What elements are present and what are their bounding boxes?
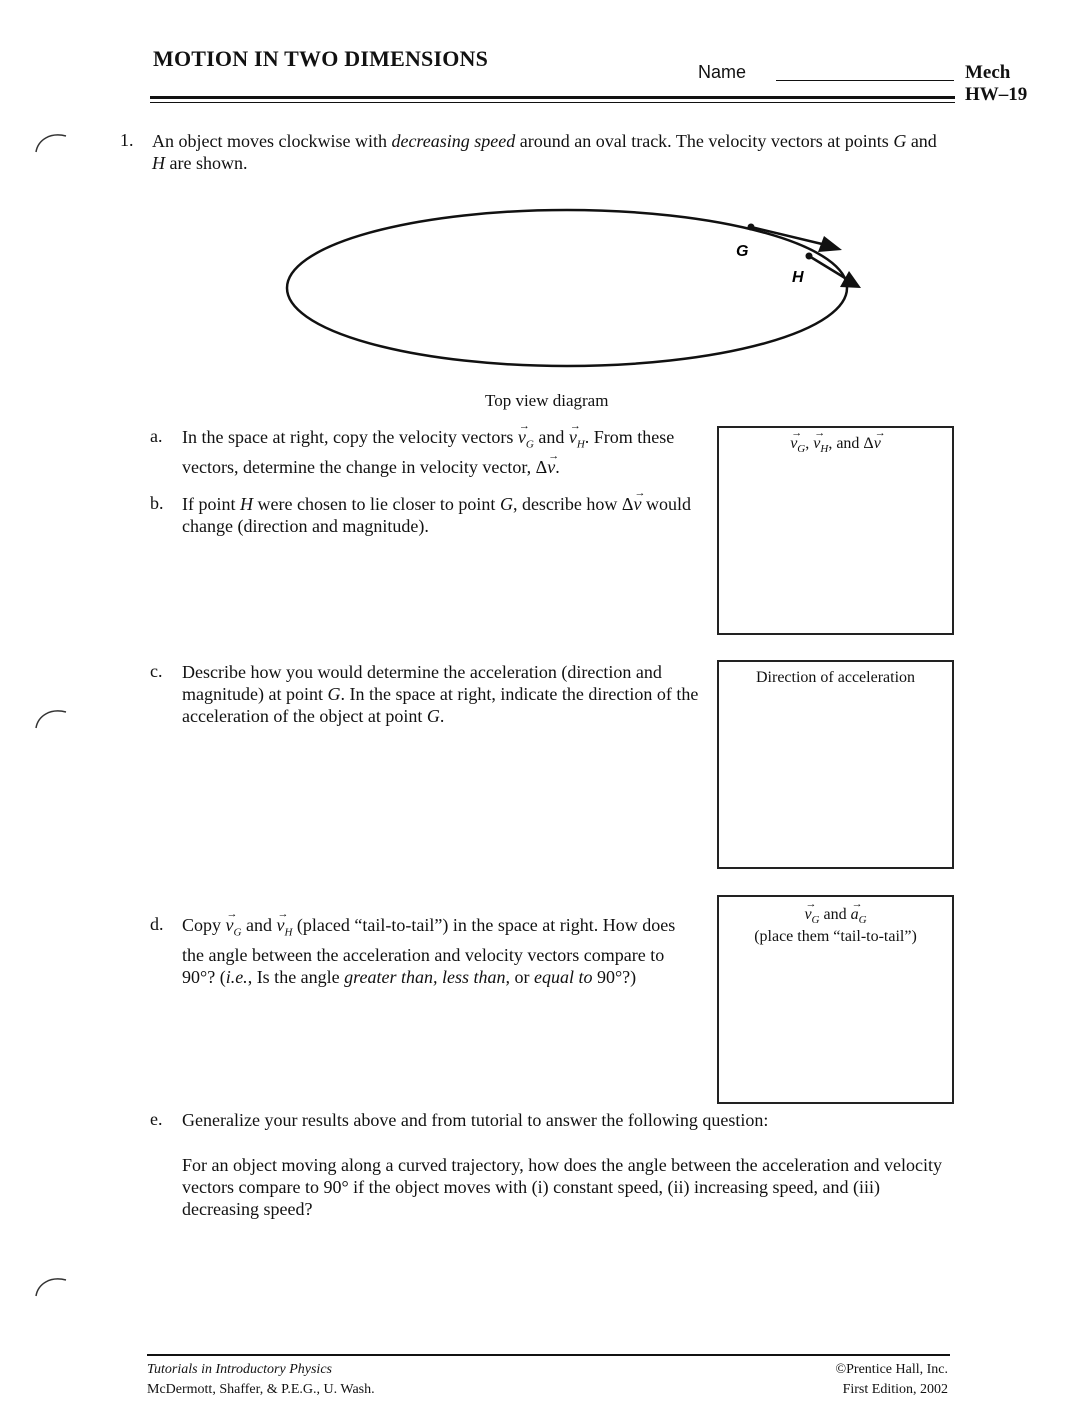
answer-box-c[interactable] [717,660,954,869]
answer-box-a[interactable] [717,426,954,635]
page-title: MOTION IN TWO DIMENSIONS [153,46,489,71]
footer-book-title: Tutorials in Introductory Physics [147,1362,332,1377]
hole-punch-mark [32,704,72,730]
item-a-letter: a. [150,426,163,446]
footer-rule [147,1354,950,1356]
point-g-label: G [736,243,749,260]
answer-box-d-sublabel: (place them “tail-to-tail”) [754,928,917,945]
course-name: Mech [965,62,1011,83]
point-h-label: H [792,269,804,286]
footer-publisher [780,1360,948,1400]
item-e-intro: Generalize your results above and from tutorial to answer the following question: [182,1110,769,1130]
item-e-letter: e. [150,1109,163,1129]
answer-box-a-label: → $v_G$, → $v_H$, and Δ→ v [719,434,952,459]
answer-box-d-label: → $v_G$ and → $a_G$ [719,905,952,930]
velocity-arrowhead-g [818,236,842,252]
item-d-letter: d. [150,914,164,934]
header-rule [150,96,955,99]
header-rule-thin [150,102,955,103]
velocity-vector-g [751,227,822,244]
footer-citation [147,1360,375,1400]
item-a-text: In the space at right, copy the velocity vectors → $v_G$ and → $v_H$. From these vectors, determine the change in velocity vector, Δ→ v. [182,426,707,478]
diagram-caption: Top view diagram [485,391,609,410]
answer-box-d[interactable] [717,895,954,1104]
name-label: Name [698,62,747,82]
hole-punch-mark [32,128,72,154]
homework-number: HW–19 [965,84,1028,105]
item-b-text: If point H were chosen to lie closer to point G, describe how Δ→ v would change (direction and magnitude). [182,493,702,537]
hole-punch-mark [32,1272,72,1298]
item-e-question: For an object moving along a curved trajectory, how does the angle between the acceleration and velocity vectors compare to 90° if the object moves with (i) constant speed, (ii) increasing speed, and (iii) decreasing speed? [182,1155,943,1219]
question-intro: An object moves clockwise with decreasing speed around an oval track. The velocity vectors at points G and H are shown. [152,131,937,173]
course-code [965,62,1027,106]
item-c-letter: c. [150,661,163,681]
item-c-text: Describe how you would determine the acceleration (direction and magnitude) at point G. In the space at right, indicate the direction of the acceleration of the object at point G. [182,662,699,726]
footer-edition: First Edition, 2002 [842,1382,948,1397]
footer-authors: McDermott, Shaffer, & P.E.G., U. Wash. [147,1382,375,1397]
footer-copyright: ©Prentice Hall, Inc. [835,1362,948,1377]
answer-box-c-label: Direction of acceleration [755,669,916,686]
question-number: 1. [120,130,134,150]
name-field[interactable] [776,80,954,81]
oval-track [287,210,847,366]
oval-track-diagram [260,200,880,380]
item-d-text: Copy → $v_G$ and → $v_H$ (placed “tail-to-tail”) in the space at right. How does the angle between the acceleration and velocity vectors compare to 90°? (i.e., Is the angle greater than, less than, or equal to 90°?) [182,914,682,988]
item-b-letter: b. [150,493,164,513]
